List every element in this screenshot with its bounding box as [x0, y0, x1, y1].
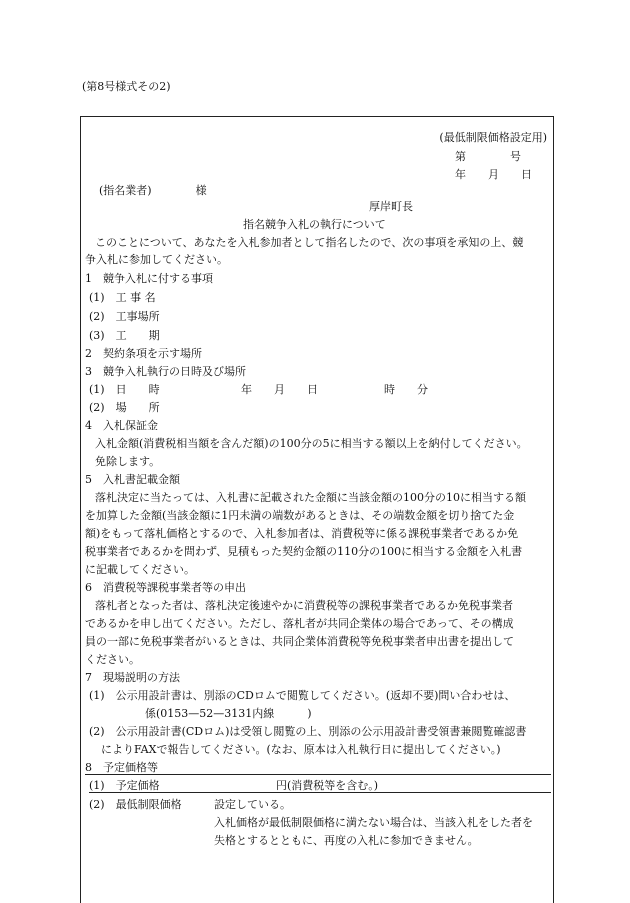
section-1-item-1: (1) 工 事 名: [89, 291, 156, 304]
section-4-line-1: 入札金額(消費税相当額を含んだ額)の100分の5に相当する額以上を納付してください。: [95, 437, 528, 450]
section-3-heading: 3 競争入札執行の日時及び場所: [85, 365, 246, 378]
section-8-item-2-note-2: 失格とするとともに、再度の入札に参加できません。: [214, 834, 479, 847]
section-5-line-1: 落札決定に当たっては、入札書に記載された金額に当該金額の100分の10に相当する額: [95, 491, 526, 504]
section-8-item-1-value: 円(消費税等を含む。): [276, 779, 379, 792]
section-8-item-2-value: 設定している。: [214, 798, 291, 811]
intro-line-2: 争入札に参加してください。: [85, 253, 228, 266]
section-8-heading: 8 予定価格等: [85, 761, 551, 775]
section-6-line-3: 員の一部に免税事業者がいるときは、共同企業体消費税等免税事業者申出書を提出して: [85, 635, 514, 648]
section-6-heading: 6 消費税等課税事業者等の申出: [85, 581, 246, 594]
section-1-item-2: (2) 工事場所: [89, 310, 160, 323]
section-5-line-4: 税事業者であるかを問わず、見積もった契約金額の110分の100に相当する金額を入札書: [85, 545, 523, 558]
section-8-item-2-label: (2) 最低制限価格: [89, 798, 182, 811]
section-5-line-5: に記載してください。: [85, 563, 195, 576]
form-type-label: (最低制限価格設定用): [439, 131, 547, 144]
section-5-line-2: を加算した金額(当該金額に1円未満の端数があるときは、その端数金額を切り捨てた金: [85, 509, 515, 522]
sender: 厚岸町長: [369, 200, 413, 213]
section-7-heading: 7 現場説明の方法: [85, 671, 180, 684]
section-8-item-1-row: [89, 779, 551, 793]
section-7-line-4: によりFAXで報告してください。(なお、原本は入札執行日に提出してください。): [101, 743, 501, 756]
section-7-line-3: (2) 公示用設計書(CDロム)は受領し閲覧の上、別添の公示用設計書受領書兼閲覧確認書: [89, 725, 527, 738]
section-1-item-3: (3) 工 期: [89, 329, 160, 342]
section-6-line-2: であるかを申し出てください。ただし、落札者が共同企業体の場合であって、その構成: [85, 617, 514, 630]
section-2-heading: 2 契約条項を示す場所: [85, 347, 202, 360]
section-3-item-1-datetime: 年 月 日 時 分: [241, 383, 428, 396]
section-5-line-3: 額)をもって落札価格とするので、入札参加者は、消費税等に係る課税事業者であるか免: [85, 527, 519, 540]
section-5-heading: 5 入札書記載金額: [85, 473, 180, 486]
section-6-line-4: ください。: [85, 653, 140, 666]
section-7-line-1: (1) 公示用設計書は、別添のCDロムで閲覧してください。(返却不要)問い合わせは、: [89, 689, 516, 702]
section-6-line-1: 落札者となった者は、落札決定後速やかに消費税等の課税事業者であるか免税事業者: [95, 599, 513, 612]
section-3-item-1-label: (1) 日 時: [89, 383, 160, 396]
document-frame: [80, 116, 554, 903]
section-4-heading: 4 入札保証金: [85, 419, 158, 432]
section-4-line-2: 免除します。: [95, 455, 161, 468]
document-number: 第 号: [455, 150, 521, 163]
document-date: 年 月 日: [455, 168, 532, 181]
document-title: 指名競争入札の執行について: [243, 218, 386, 231]
section-3-item-2-label: (2) 場 所: [89, 401, 160, 414]
addressee: (指名業者) 様: [99, 184, 207, 197]
form-number: (第8号様式その2): [82, 80, 171, 93]
section-7-line-2: 係(0153—52—3131内線 ): [145, 707, 312, 720]
section-8-item-1-label: (1) 予定価格: [89, 779, 160, 792]
intro-line-1: このことについて、あなたを入札参加者として指名したので、次の事項を承知の上、競: [95, 236, 524, 249]
section-1-heading: 1 競争入札に付する事項: [85, 272, 213, 285]
section-8-item-2-note-1: 入札価格が最低制限価格に満たない場合は、当該入札をした者を: [214, 816, 533, 829]
